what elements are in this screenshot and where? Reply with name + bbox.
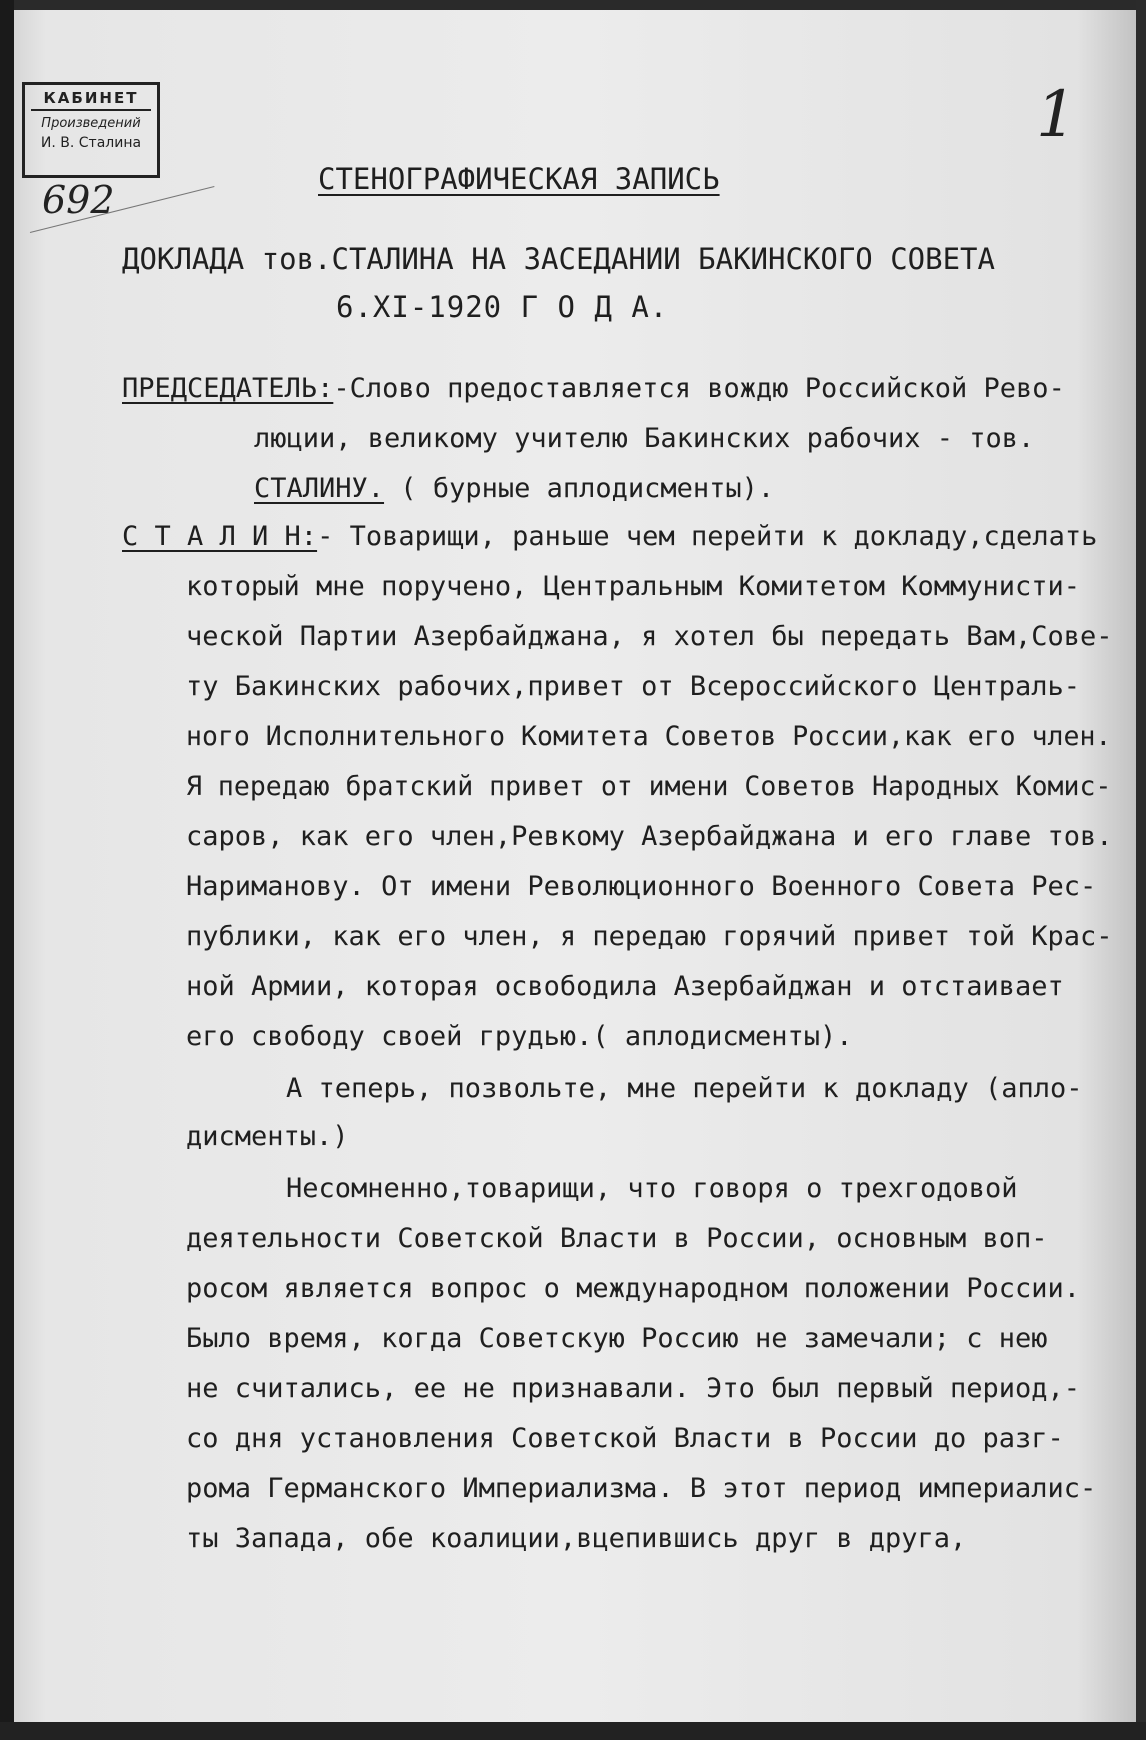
stalin-line-1: который мне поручено, Центральным Комитетом Коммунисти- xyxy=(186,571,1081,602)
chairman-speaker-label: ПРЕДСЕДАТЕЛЬ: xyxy=(122,373,334,404)
stamp-line-1: КАБИНЕТ xyxy=(31,89,151,111)
document-title: СТЕНОГРАФИЧЕСКАЯ ЗАПИСЬ xyxy=(318,162,720,196)
stalin-line-0 xyxy=(122,520,1097,554)
document-subtitle-2: 6.XI-1920 Г О Д А. xyxy=(336,290,669,324)
scan-edge-left xyxy=(0,0,14,1740)
stalin-line-19: рома Германского Империализма. В этот период империалис- xyxy=(186,1473,1097,1504)
chairman-line-2: люции, великому учителю Бакинских рабочих - тов. xyxy=(254,423,1035,454)
stamp-line-3: И. В. Сталина xyxy=(40,135,142,151)
stalin-line-15: росом является вопрос о международном положении России. xyxy=(186,1273,1081,1304)
stalin-line-5: Я передаю братский привет от имени Советов Народных Комис- xyxy=(186,771,1112,802)
scan-edge-right xyxy=(1136,0,1146,1740)
stalin-text-0: - Товарищи, раньше чем перейти к докладу,сделать xyxy=(317,521,1098,552)
document-subtitle-1: ДОКЛАДА тов.СТАЛИНА НА ЗАСЕДАНИИ БАКИНСКОГО СОВЕТА xyxy=(122,242,995,276)
chairman-text-1: -Слово предоставляется вождю Российской Рево- xyxy=(333,373,1065,404)
scan-edge-bottom xyxy=(0,1722,1146,1740)
stalin-line-3: ту Бакинских рабочих,привет от Всероссийского Централь- xyxy=(186,671,1081,702)
stalin-line-2: ческой Партии Азербайджана, я хотел бы передать Вам,Сове- xyxy=(186,621,1113,652)
stalin-line-14: деятельности Советской Власти в России, основным воп- xyxy=(186,1223,1048,1254)
scan-edge-top xyxy=(0,0,1146,10)
stalin-line-16: Было время, когда Советскую Россию не замечали; с нею xyxy=(186,1323,1048,1354)
stalin-line-10: его свободу своей грудью.( аплодисменты). xyxy=(186,1021,853,1052)
handwritten-page-number: 1 xyxy=(1036,78,1077,152)
stalin-line-17: не считались, ее не признавали. Это был первый период,- xyxy=(186,1373,1081,1404)
stalin-line-7: Нариманову. От имени Революционного Военного Совета Рес- xyxy=(186,871,1097,902)
stalin-speaker-label: С Т А Л И Н: xyxy=(122,521,318,552)
chairman-line-3 xyxy=(254,472,774,506)
archive-stamp xyxy=(22,82,160,178)
stalin-line-8: публики, как его член, я передаю горячий привет той Крас- xyxy=(186,921,1113,952)
stamp-line-2: Произведений xyxy=(41,116,141,131)
stalin-line-18: со дня установления Советской Власти в России до разг- xyxy=(186,1423,1064,1454)
stalin-line-12: дисменты.) xyxy=(186,1121,349,1152)
chairman-line-3-speaker: СТАЛИНУ. xyxy=(254,473,385,504)
chairman-line-1 xyxy=(122,372,1065,406)
stalin-line-6: саров, как его член,Ревкому Азербайджана и его главе тов. xyxy=(186,821,1113,852)
stalin-line-4: ного Исполнительного Комитета Советов России,как его член. xyxy=(186,721,1112,752)
chairman-line-3-rest: ( бурные аплодисменты). xyxy=(384,473,775,504)
stalin-line-13: Несомненно,товарищи, что говоря о трехгодовой xyxy=(286,1173,1018,1204)
stalin-line-11: А теперь, позвольте, мне перейти к докладу (апло- xyxy=(286,1073,1083,1104)
handwritten-archive-number: 692 xyxy=(42,178,115,222)
stalin-line-20: ты Запада, обе коалиции,вцепившись друг в друга, xyxy=(186,1523,967,1554)
stalin-line-9: ной Армии, которая освободила Азербайджан и отстаивает xyxy=(186,971,1064,1002)
